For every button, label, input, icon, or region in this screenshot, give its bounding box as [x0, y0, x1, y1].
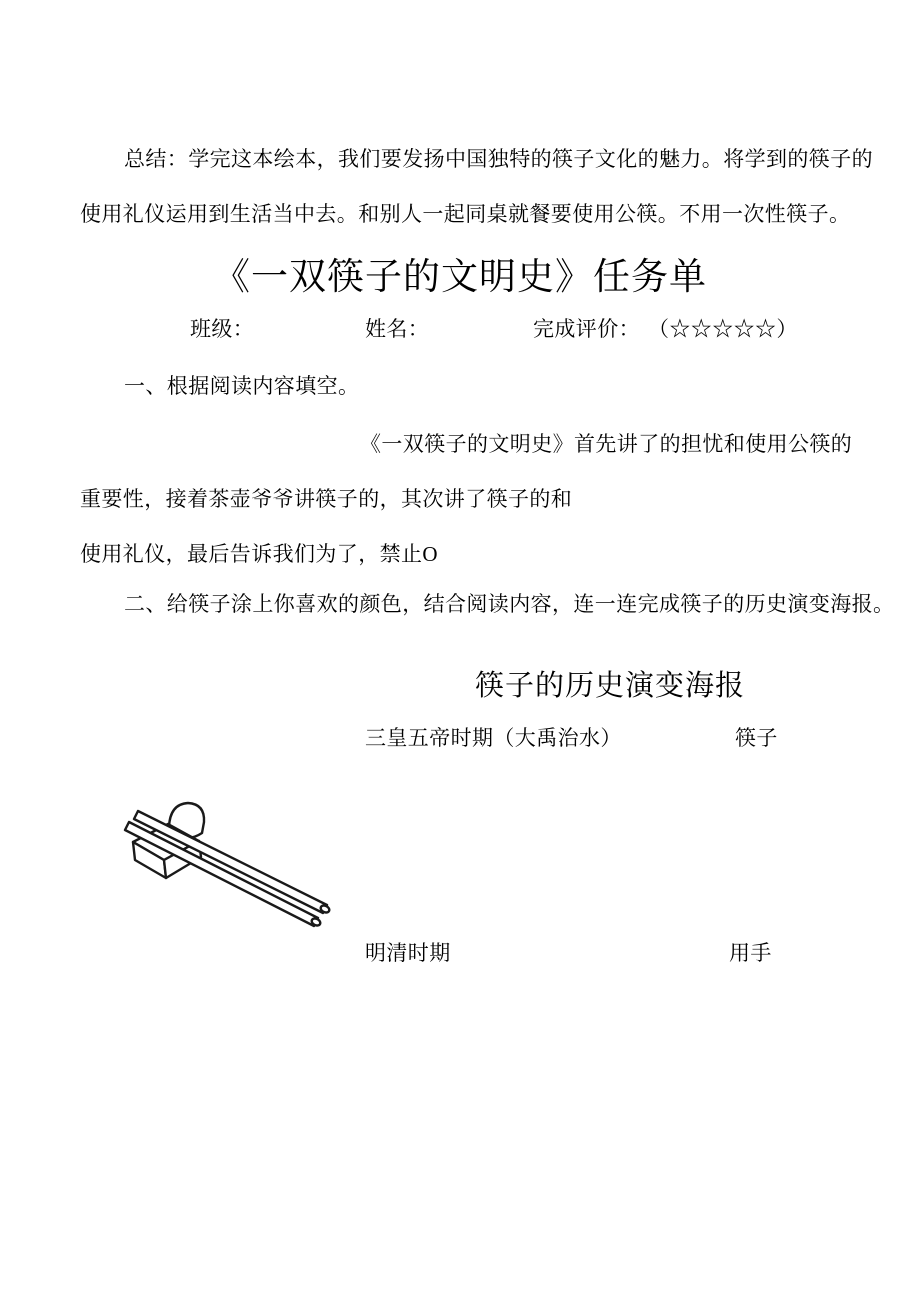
evaluation-label: 完成评价：: [533, 317, 640, 341]
poster-era-mingqing: 明清时期: [365, 941, 451, 965]
poster-item-hands: 用手: [729, 941, 772, 965]
section1-fill-line-2: 重要性，接着茶壶爷爷讲筷子的，其次讲了筷子的和: [80, 487, 573, 511]
section2-heading: 二、给筷子涂上你喜欢的颜色，结合阅读内容，连一连完成筷子的历史演变海报。: [124, 592, 895, 616]
chopsticks-illustration-icon: [110, 785, 360, 935]
section1-fill-line-1: 《一双筷子的文明史》首先讲了的担忧和使用公筷的: [360, 432, 853, 456]
poster-title: 筷子的历史演变海报: [475, 670, 746, 702]
section1-heading: 一、根据阅读内容填空。: [124, 374, 360, 398]
summary-line-2: 使用礼仪运用到生活当中去。和别人一起同桌就餐要使用公筷。不用一次性筷子。: [80, 202, 851, 226]
summary-line-1: 总结：学完这本绘本，我们要发扬中国独特的筷子文化的魅力。将学到的筷子的: [124, 147, 873, 171]
poster-item-chopsticks: 筷子: [735, 726, 778, 750]
page-title: 《一双筷子的文明史》任务单: [213, 257, 707, 298]
star-rating: （☆☆☆☆☆）: [648, 317, 798, 341]
poster-era-sanhuangwudi: 三皇五帝时期（大禹治水）: [365, 726, 622, 750]
class-label: 班级：: [190, 317, 255, 341]
section1-fill-line-3: 使用礼仪，最后告诉我们为了，禁止O: [80, 542, 438, 566]
name-label: 姓名：: [365, 317, 430, 341]
